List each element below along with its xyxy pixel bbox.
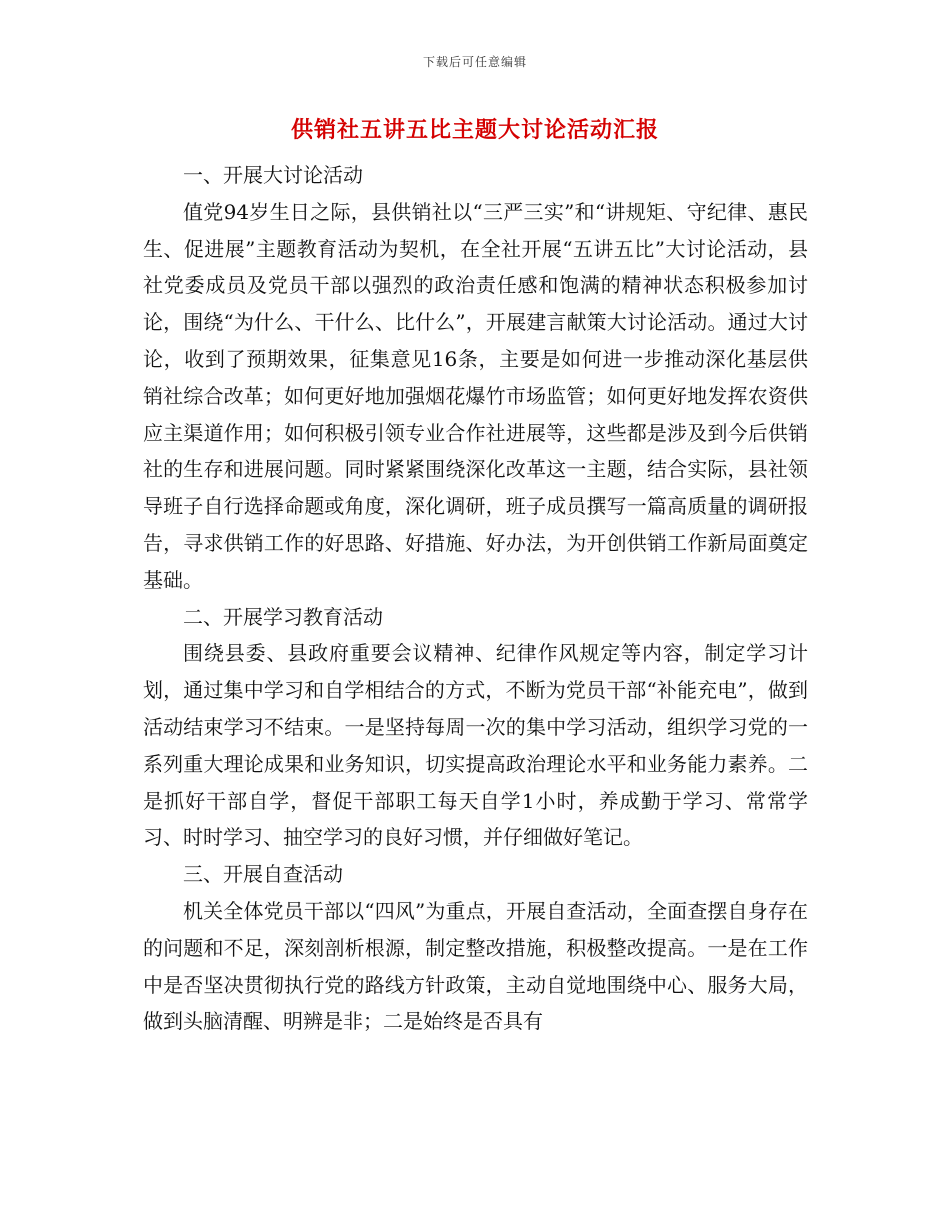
document-body bbox=[143, 157, 808, 1040]
paragraph-1: 值党94岁生日之际，县供销社以“三严三实”和“讲规矩、守纪律、惠民生、促进展”主题教育活动为契机，在全社开展“五讲五比”大讨论活动，县社党委成员及党员干部以强烈的政治责任感和饱满的精神状态积极参加讨论，围绕“为什么、干什么、比什么”，开展建言献策大讨论活动。通过大讨论，收到了预期效果，征集意见16条，主要是如何进一步推动深化基层供销社综合改革；如何更好地加强烟花爆竹市场监管；如何更好地发挥农资供应主渠道作用；如何积极引领专业合作社进展等，这些都是涉及到今后供销社的生存和进展问题。同时紧紧围绕深化改革这一主题，结合实际，县社领导班子自行选择命题或角度，深化调研，班子成员撰写一篇高质量的调研报告，寻求供销工作的好思路、好措施、好办法，为开创供销工作新局面奠定基础。 bbox=[143, 199, 808, 592]
paragraph-2: 围绕县委、县政府重要会议精神、纪律作风规定等内容，制定学习计划，通过集中学习和自学相结合的方式，不断为党员干部“补能充电”，做到活动结束学习不结束。一是坚持每周一次的集中学习活动，组织学习党的一系列重大理论成果和业务知识，切实提高政治理论水平和业务能力素养。二是抓好干部自学，督促干部职工每天自学1小时，养成勤于学习、常常学习、时时学习、抽空学习的良好习惯，并仔细做好笔记。 bbox=[143, 641, 808, 850]
section-heading-2: 二、开展学习教育活动 bbox=[183, 604, 383, 629]
section-heading-3: 三、开展自查活动 bbox=[183, 862, 343, 887]
page-header-note: 下载后可任意编辑 bbox=[422, 55, 527, 69]
paragraph-3: 机关全体党员干部以“四风”为重点，开展自查活动，全面查摆自身存在的问题和不足，深刻剖析根源，制定整改措施，积极整改提高。一是在工作中是否坚决贯彻执行党的路线方针政策，主动自觉地围绕中心、服务大局，做到头脑清醒、明辨是非；二是始终是否具有 bbox=[143, 898, 808, 1034]
section-heading-1: 一、开展大讨论活动 bbox=[183, 163, 363, 187]
document-title: 供销社五讲五比主题大讨论活动汇报 bbox=[290, 117, 659, 143]
